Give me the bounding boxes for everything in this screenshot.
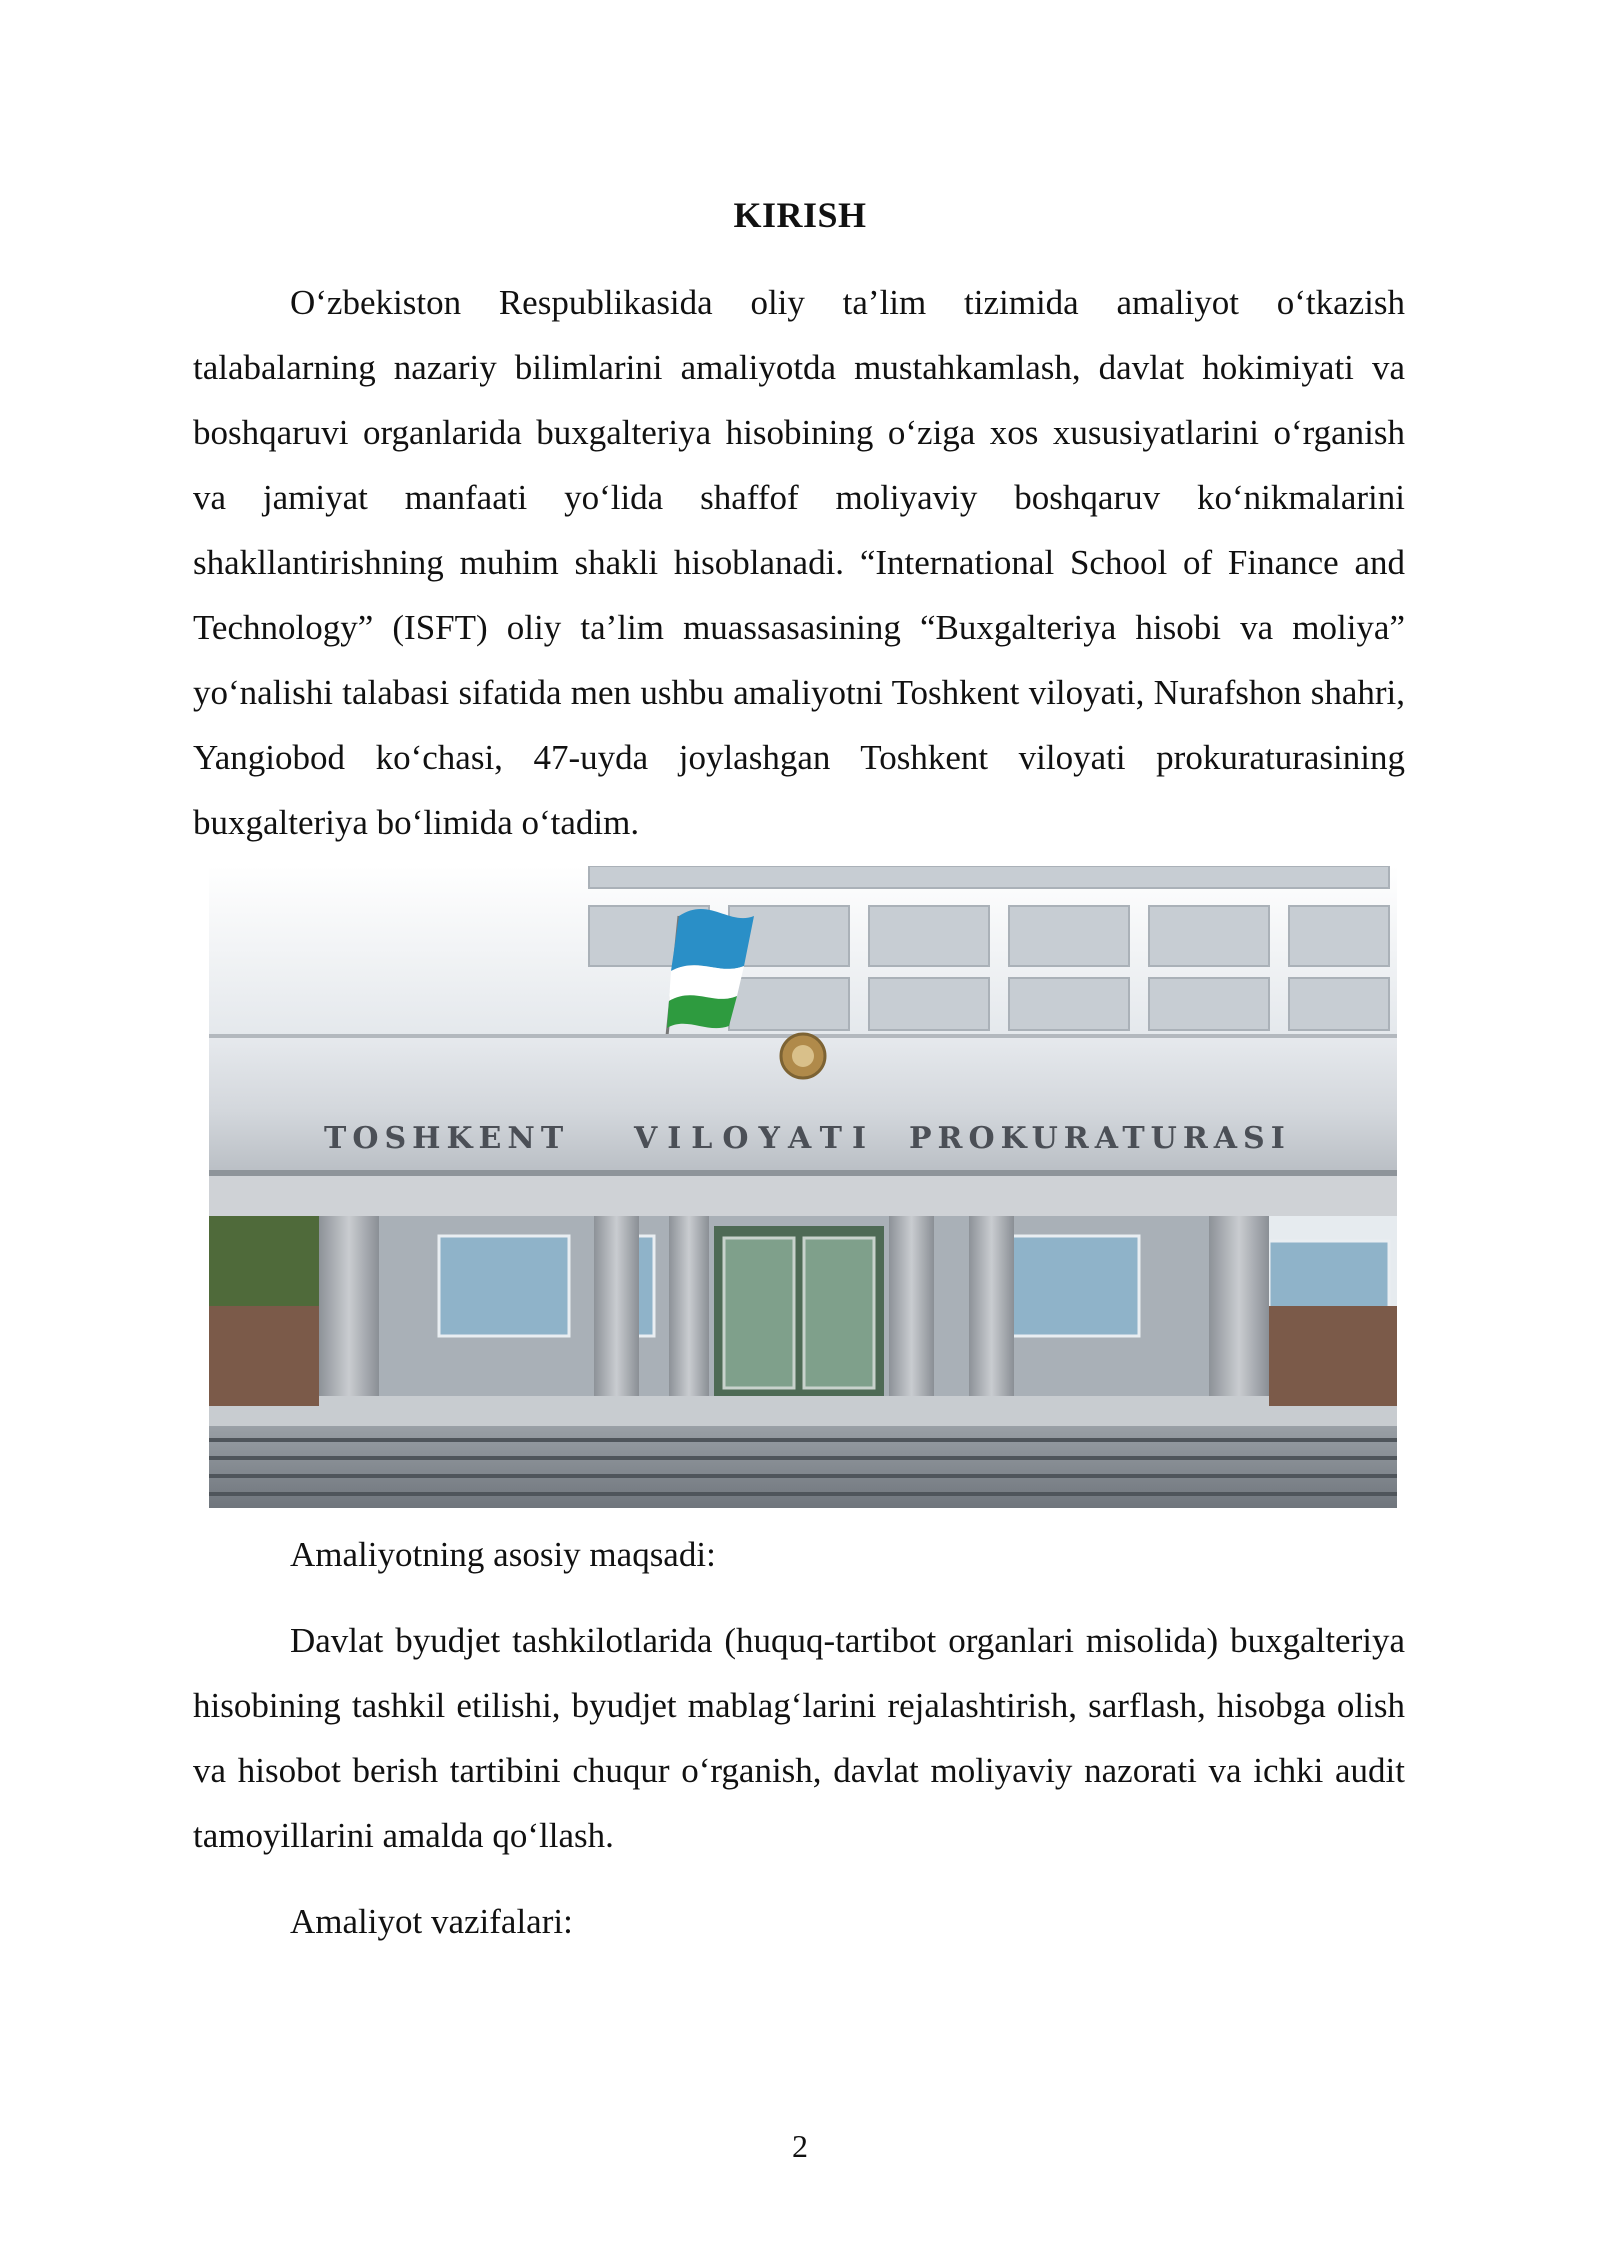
goal-heading: Amaliyotning asosiy maqsadi: <box>290 1535 716 1574</box>
sign-word-1: TOSHKENT <box>324 1121 570 1156</box>
intro-paragraph: O‘zbekiston Respublikasida oliy ta’lim tizimida amaliyot o‘tkazish talabalarning nazariy bilimlarini amaliyotda mustahkamlash, davlat hokimiyati va boshqaruvi organlarida buxgalteriya hisobining o‘ziga xos xususiyatlarini o‘rganish va jamiyat manfaati yo‘lida shaffof moliyaviy boshqaruv ko‘nikmalarini shakllantirishning muhim shakli hisoblanadi. “International School of Finance and Technology” (ISFT) oliy ta’lim muassasasining “Buxgalteriya hisobi va moliya” yo‘nalishi talabasi sifatida men ushbu amaliyotni Toshkent viloyati, Nurafshon shahri, Yangiobod ko‘chasi, 47-uyda joylashgan Toshkent viloyati prokuraturasining buxgalteriya bo‘limida o‘tadim. <box>193 283 1405 842</box>
section-heading: KIRISH <box>733 195 867 235</box>
sign-word-2: VILOYATI <box>634 1121 877 1156</box>
building-photo <box>209 866 1397 1508</box>
emblem-icon <box>781 1034 825 1078</box>
entrance-doors <box>714 1226 884 1396</box>
tasks-heading: Amaliyot vazifalari: <box>290 1902 573 1941</box>
goal-paragraph: Davlat byudjet tashkilotlarida (huquq-tartibot organlari misolida) buxgalteriya hisobining tashkil etilishi, byudjet mablag‘larini rejalashtirish, sarflash, hisobga olish va hisobot berish tartibini chuqur o‘rganish, davlat moliyaviy nazorati va ichki audit tamoyillarini amalda qo‘llash. <box>193 1621 1405 1855</box>
entrance-steps <box>209 1426 1397 1508</box>
sign-word-3: PROKURATURASI <box>909 1121 1291 1156</box>
page-number: 2 <box>792 2128 808 2164</box>
landing <box>209 1396 1397 1426</box>
